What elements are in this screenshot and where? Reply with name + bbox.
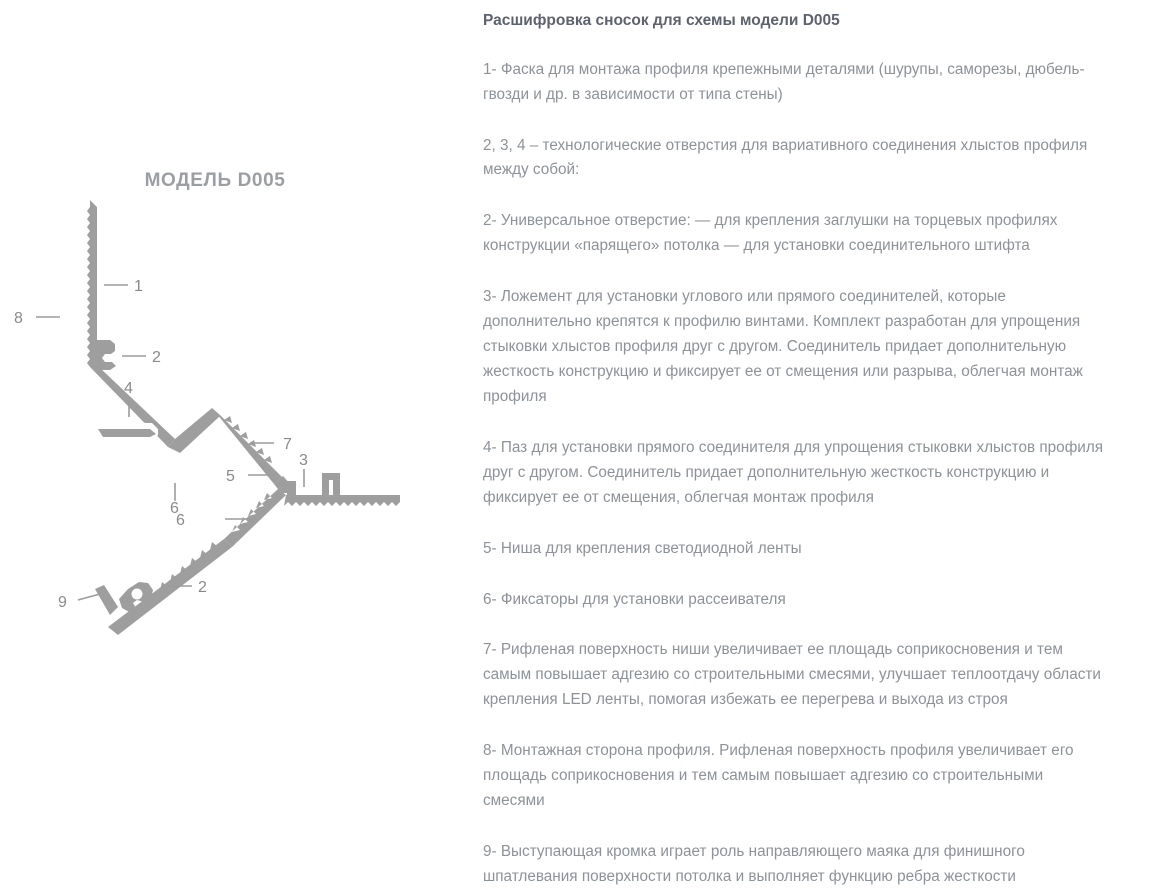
lower-diagonal-ribbed-arm [108,539,232,635]
note-item: 7- Рифленая поверхность ниши увеличивает ее площадь соприкосновения и тем самым повышает адгезию со строительными смесями, улучшает теплоотдачу области крепления LED ленты, помогая избежать ее перегрева и выхода из строя [483,641,1101,709]
horizontal-bottom-flange [284,495,400,506]
callout-6-a: 6 [170,500,179,517]
note-item: 9- Выступающая кромка играет роль направляющего маяка для финишного шпатлевания поверхности потолка и выполняет функцию ребра жесткости [483,842,1025,885]
connector-seat-step [322,473,340,495]
callout-6-b: 6 [176,512,185,529]
notes-panel [470,0,1175,890]
leader-9 [78,594,100,600]
connector-groove-upper-lip [98,429,156,437]
profile-body [87,200,400,635]
callout-2-bottom: 2 [198,579,207,596]
note-item: 2- Универсальное отверстие: — для крепления заглушки на торцевых профилях конструкции «парящего» потолка — для установки соединительного штифта [483,212,1058,255]
callout-8: 8 [14,310,23,327]
callout-5: 5 [226,468,235,485]
callout-9: 9 [58,594,67,611]
notes-heading: Расшифровка сносок для схемы модели D005 [483,12,840,29]
note-item: 6- Фиксаторы для установки рассеивателя [483,590,786,608]
diagram-panel [0,0,470,813]
niche-upper-right-ribbed-wall [212,408,282,484]
callout-numbers [14,278,308,611]
note-item: 8- Монтажная сторона профиля. Рифленая поверхность профиля увеличивает его площадь соприкосновения и тем самым повышает адгезию со строительными смесями [483,742,1074,810]
diagram-title: МОДЕЛЬ D005 [144,170,286,191]
callout-2-top: 2 [152,349,161,366]
profile-cross-section-diagram [0,185,470,635]
connector-seat-inner-shelf [287,481,296,495]
universal-hole-void-bottom [132,589,143,600]
callout-4: 4 [124,380,133,397]
callout-7: 7 [283,436,292,453]
note-item: 4- Паз для установки прямого соединителя для упрощения стыковки хлыстов профиля друг с другом. Соединитель придает дополнительную жесткость конструкцию и фиксирует ее от смещения, облегчая монтаж профиля [483,438,1104,506]
vertical-mounting-wall [87,200,97,367]
note-item: 5- Ниша для крепления светодиодной ленты [483,539,802,557]
note-item: 1- Фаска для монтажа профиля крепежными деталями (шурупы, саморезы, дюбель-гвозди и др. в зависимости от типа стены) [483,60,1085,103]
protruding-finishing-edge [95,585,118,615]
note-item: 2, 3, 4 – технологические отверстия для вариативного соединения хлыстов профиля между собой: [483,136,1088,179]
note-item: 3- Ложемент для установки углового или прямого соединителей, которые дополнительно крепятся к профилю винтами. Комплект разработан для упрощения стыковки хлыстов профиля друг с другом. Соединитель придает дополнительную жесткость конструкцию и фиксирует ее от смещения или разрыва, облегчая монтаж профиля [483,288,1083,405]
callout-3: 3 [299,452,308,469]
niche-upper-left-wall [168,408,220,453]
niche-lower-right-wall [224,489,286,547]
callout-1: 1 [134,278,143,295]
universal-hole-hook-top [91,340,116,370]
